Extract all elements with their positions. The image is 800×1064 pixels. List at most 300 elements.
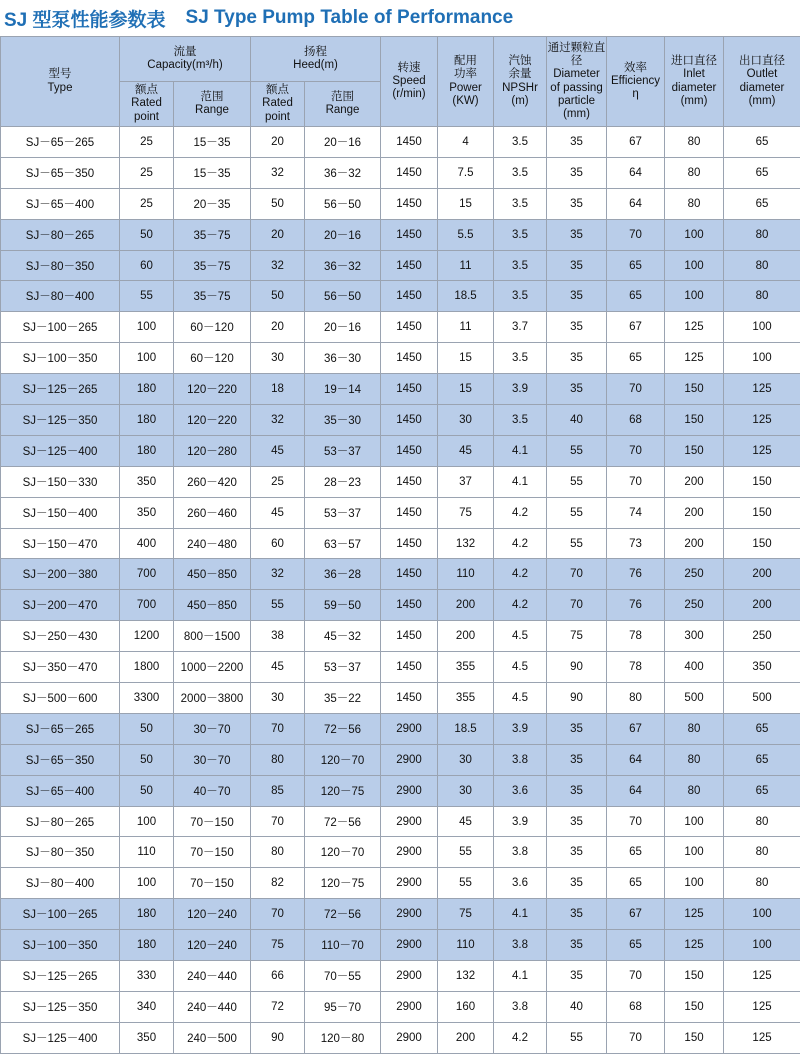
cell-cap-rated: 25 [120,157,174,188]
cell-power: 11 [438,250,494,281]
cell-eff: 65 [607,868,665,899]
cell-particle: 35 [547,374,607,405]
cell-outlet: 65 [724,744,800,775]
cell-eff: 64 [607,188,665,219]
cell-head-rated: 50 [251,281,305,312]
cell-head-range: 36－28 [305,559,381,590]
table-row [1,497,800,528]
cell-outlet: 80 [724,250,800,281]
cell-inlet: 80 [665,713,724,744]
cell-power: 4 [438,127,494,158]
cell-npsh: 4.5 [494,652,547,683]
cell-head-rated: 32 [251,559,305,590]
cell-cap-rated: 25 [120,188,174,219]
table-row [1,157,800,188]
cell-npsh: 4.2 [494,590,547,621]
cell-particle: 35 [547,127,607,158]
cell-speed: 1450 [381,466,438,497]
cell-type: SJ－125－400 [1,1022,120,1053]
cell-cap-rated: 50 [120,219,174,250]
cell-speed: 1450 [381,343,438,374]
table-row [1,991,800,1022]
cell-type: SJ－125－265 [1,961,120,992]
table-row [1,1022,800,1053]
cell-npsh: 3.5 [494,127,547,158]
cell-npsh: 4.1 [494,435,547,466]
cell-head-range: 35－22 [305,683,381,714]
cell-npsh: 3.5 [494,405,547,436]
cell-particle: 35 [547,219,607,250]
cell-eff: 70 [607,219,665,250]
cell-outlet: 80 [724,868,800,899]
header-head: 扬程 Heed(m) [251,37,381,82]
cell-head-range: 72－56 [305,713,381,744]
cell-eff: 64 [607,775,665,806]
cell-cap-rated: 1800 [120,652,174,683]
cell-head-range: 45－32 [305,621,381,652]
cell-type: SJ－100－350 [1,343,120,374]
cell-npsh: 3.5 [494,343,547,374]
cell-cap-range: 35－75 [174,281,251,312]
cell-npsh: 3.8 [494,930,547,961]
cell-outlet: 125 [724,405,800,436]
cell-inlet: 125 [665,312,724,343]
cell-outlet: 65 [724,127,800,158]
cell-power: 45 [438,435,494,466]
table-row [1,374,800,405]
cell-particle: 35 [547,899,607,930]
cell-head-rated: 32 [251,405,305,436]
cell-outlet: 100 [724,343,800,374]
cell-head-rated: 25 [251,466,305,497]
cell-head-rated: 20 [251,127,305,158]
cell-cap-rated: 350 [120,497,174,528]
cell-particle: 40 [547,991,607,1022]
cell-outlet: 100 [724,312,800,343]
cell-cap-rated: 50 [120,744,174,775]
cell-cap-range: 120－280 [174,435,251,466]
cell-cap-range: 120－240 [174,930,251,961]
cell-cap-rated: 700 [120,590,174,621]
cell-head-range: 20－16 [305,219,381,250]
cell-speed: 1450 [381,374,438,405]
cell-cap-range: 70－150 [174,806,251,837]
cell-power: 75 [438,899,494,930]
cell-cap-range: 450－850 [174,559,251,590]
cell-type: SJ－80－265 [1,219,120,250]
table-body [1,127,800,1054]
title-cn: SJ 型泵性能参数表 [4,9,166,31]
cell-eff: 70 [607,806,665,837]
cell-cap-rated: 1200 [120,621,174,652]
table-row [1,806,800,837]
cell-npsh: 4.1 [494,961,547,992]
cell-npsh: 3.5 [494,281,547,312]
cell-power: 200 [438,1022,494,1053]
cell-eff: 64 [607,744,665,775]
table-row [1,837,800,868]
cell-inlet: 150 [665,405,724,436]
header-efficiency: 效率 Efficiency η [607,37,665,127]
cell-outlet: 65 [724,713,800,744]
cell-head-rated: 75 [251,930,305,961]
cell-cap-range: 240－500 [174,1022,251,1053]
cell-speed: 2900 [381,713,438,744]
cell-speed: 1450 [381,157,438,188]
cell-speed: 1450 [381,559,438,590]
cell-head-range: 20－16 [305,312,381,343]
cell-type: SJ－125－265 [1,374,120,405]
cell-power: 200 [438,621,494,652]
cell-speed: 1450 [381,590,438,621]
cell-power: 200 [438,590,494,621]
cell-inlet: 100 [665,868,724,899]
cell-head-rated: 55 [251,590,305,621]
cell-outlet: 100 [724,899,800,930]
cell-head-rated: 50 [251,188,305,219]
cell-npsh: 4.5 [494,621,547,652]
cell-speed: 1450 [381,621,438,652]
cell-cap-range: 35－75 [174,219,251,250]
cell-eff: 68 [607,405,665,436]
cell-head-range: 120－80 [305,1022,381,1053]
cell-cap-rated: 180 [120,374,174,405]
cell-particle: 55 [547,1022,607,1053]
cell-outlet: 125 [724,1022,800,1053]
cell-speed: 1450 [381,219,438,250]
table-row [1,775,800,806]
cell-head-rated: 60 [251,528,305,559]
cell-eff: 73 [607,528,665,559]
cell-inlet: 150 [665,961,724,992]
cell-eff: 70 [607,466,665,497]
cell-head-rated: 32 [251,250,305,281]
cell-head-range: 70－55 [305,961,381,992]
cell-cap-range: 40－70 [174,775,251,806]
cell-outlet: 65 [724,157,800,188]
cell-power: 7.5 [438,157,494,188]
cell-npsh: 3.5 [494,250,547,281]
cell-outlet: 125 [724,374,800,405]
cell-power: 18.5 [438,713,494,744]
cell-head-range: 53－37 [305,497,381,528]
cell-inlet: 125 [665,343,724,374]
cell-power: 15 [438,343,494,374]
cell-outlet: 125 [724,961,800,992]
title-en: SJ Type Pump Table of Performance [185,7,514,28]
cell-cap-rated: 350 [120,466,174,497]
cell-cap-range: 30－70 [174,713,251,744]
table-row [1,961,800,992]
cell-type: SJ－65－350 [1,744,120,775]
cell-inlet: 150 [665,1022,724,1053]
cell-head-rated: 20 [251,219,305,250]
cell-eff: 70 [607,435,665,466]
cell-eff: 67 [607,312,665,343]
table-row [1,250,800,281]
cell-power: 75 [438,497,494,528]
cell-head-rated: 30 [251,343,305,374]
cell-power: 55 [438,837,494,868]
table-row [1,621,800,652]
cell-cap-range: 240－440 [174,991,251,1022]
cell-particle: 55 [547,497,607,528]
cell-cap-rated: 400 [120,528,174,559]
cell-cap-rated: 700 [120,559,174,590]
cell-type: SJ－200－380 [1,559,120,590]
cell-eff: 64 [607,157,665,188]
cell-power: 110 [438,930,494,961]
cell-head-rated: 70 [251,713,305,744]
header-model: 型号 Type [1,37,120,127]
cell-head-rated: 70 [251,806,305,837]
cell-cap-rated: 3300 [120,683,174,714]
cell-particle: 35 [547,961,607,992]
cell-head-range: 72－56 [305,899,381,930]
cell-cap-range: 15－35 [174,157,251,188]
cell-power: 132 [438,961,494,992]
cell-head-range: 35－30 [305,405,381,436]
table-row [1,219,800,250]
cell-inlet: 100 [665,250,724,281]
cell-head-range: 72－56 [305,806,381,837]
cell-particle: 90 [547,683,607,714]
cell-type: SJ－65－400 [1,775,120,806]
cell-particle: 35 [547,312,607,343]
cell-cap-range: 120－240 [174,899,251,930]
cell-npsh: 4.2 [494,559,547,590]
cell-eff: 68 [607,991,665,1022]
cell-outlet: 80 [724,219,800,250]
cell-cap-rated: 60 [120,250,174,281]
cell-power: 15 [438,188,494,219]
cell-type: SJ－250－430 [1,621,120,652]
cell-head-rated: 82 [251,868,305,899]
cell-head-rated: 38 [251,621,305,652]
cell-head-range: 56－50 [305,281,381,312]
cell-speed: 2900 [381,991,438,1022]
cell-npsh: 3.5 [494,157,547,188]
cell-npsh: 4.2 [494,1022,547,1053]
cell-power: 55 [438,868,494,899]
cell-outlet: 65 [724,775,800,806]
cell-inlet: 150 [665,991,724,1022]
cell-head-range: 36－32 [305,250,381,281]
cell-cap-range: 120－220 [174,374,251,405]
cell-eff: 78 [607,621,665,652]
cell-inlet: 100 [665,281,724,312]
cell-cap-range: 800－1500 [174,621,251,652]
cell-outlet: 200 [724,590,800,621]
cell-type: SJ－100－265 [1,899,120,930]
cell-eff: 70 [607,1022,665,1053]
cell-cap-range: 70－150 [174,837,251,868]
cell-speed: 1450 [381,497,438,528]
cell-type: SJ－80－265 [1,806,120,837]
cell-cap-range: 240－440 [174,961,251,992]
cell-eff: 74 [607,497,665,528]
cell-npsh: 3.6 [494,868,547,899]
cell-cap-range: 60－120 [174,343,251,374]
cell-cap-rated: 50 [120,713,174,744]
table-row [1,281,800,312]
cell-particle: 75 [547,621,607,652]
cell-inlet: 80 [665,188,724,219]
cell-particle: 35 [547,775,607,806]
table-row [1,868,800,899]
cell-head-rated: 20 [251,312,305,343]
table-row [1,713,800,744]
table-row [1,683,800,714]
cell-npsh: 3.6 [494,775,547,806]
table-row [1,188,800,219]
cell-npsh: 3.9 [494,374,547,405]
cell-head-rated: 18 [251,374,305,405]
cell-inlet: 150 [665,435,724,466]
table-row [1,405,800,436]
cell-outlet: 150 [724,497,800,528]
cell-type: SJ－500－600 [1,683,120,714]
header-head-rated: 额点 Rated point [251,82,305,127]
cell-head-range: 120－75 [305,868,381,899]
table-row [1,899,800,930]
cell-power: 15 [438,374,494,405]
header-capacity: 流量 Capacity(m³/h) [120,37,251,82]
cell-particle: 35 [547,806,607,837]
cell-eff: 70 [607,374,665,405]
cell-power: 355 [438,683,494,714]
cell-head-rated: 45 [251,435,305,466]
cell-outlet: 500 [724,683,800,714]
cell-inlet: 100 [665,219,724,250]
cell-cap-rated: 180 [120,435,174,466]
cell-particle: 55 [547,466,607,497]
cell-npsh: 3.8 [494,991,547,1022]
header-speed: 转速 Speed (r/min) [381,37,438,127]
cell-cap-rated: 180 [120,899,174,930]
cell-particle: 55 [547,528,607,559]
cell-cap-rated: 180 [120,930,174,961]
cell-head-range: 36－32 [305,157,381,188]
cell-speed: 2900 [381,868,438,899]
cell-cap-range: 20－35 [174,188,251,219]
cell-speed: 2900 [381,744,438,775]
cell-type: SJ－80－350 [1,250,120,281]
cell-inlet: 100 [665,806,724,837]
cell-cap-range: 60－120 [174,312,251,343]
cell-type: SJ－65－265 [1,127,120,158]
cell-npsh: 4.2 [494,528,547,559]
cell-head-rated: 80 [251,744,305,775]
cell-cap-range: 450－850 [174,590,251,621]
header-capacity-range: 范围 Range [174,82,251,127]
cell-power: 30 [438,744,494,775]
cell-cap-range: 260－460 [174,497,251,528]
cell-eff: 67 [607,127,665,158]
cell-speed: 2900 [381,1022,438,1053]
cell-type: SJ－65－265 [1,713,120,744]
cell-speed: 1450 [381,652,438,683]
cell-speed: 1450 [381,281,438,312]
table-row [1,466,800,497]
cell-head-rated: 45 [251,497,305,528]
cell-type: SJ－100－265 [1,312,120,343]
cell-particle: 35 [547,744,607,775]
cell-power: 30 [438,405,494,436]
cell-npsh: 4.1 [494,466,547,497]
cell-cap-range: 35－75 [174,250,251,281]
cell-particle: 55 [547,435,607,466]
cell-head-rated: 66 [251,961,305,992]
cell-cap-range: 30－70 [174,744,251,775]
cell-inlet: 80 [665,744,724,775]
cell-eff: 65 [607,930,665,961]
table-row [1,343,800,374]
cell-cap-range: 2000－3800 [174,683,251,714]
cell-npsh: 3.9 [494,713,547,744]
cell-speed: 2900 [381,775,438,806]
cell-head-rated: 30 [251,683,305,714]
cell-npsh: 3.5 [494,188,547,219]
cell-outlet: 350 [724,652,800,683]
cell-power: 355 [438,652,494,683]
cell-speed: 1450 [381,312,438,343]
table-row [1,590,800,621]
cell-inlet: 300 [665,621,724,652]
cell-inlet: 80 [665,157,724,188]
cell-power: 30 [438,775,494,806]
cell-inlet: 100 [665,837,724,868]
cell-head-rated: 70 [251,899,305,930]
cell-head-range: 120－75 [305,775,381,806]
cell-cap-rated: 50 [120,775,174,806]
cell-particle: 35 [547,837,607,868]
cell-particle: 35 [547,157,607,188]
cell-eff: 65 [607,250,665,281]
cell-inlet: 80 [665,127,724,158]
cell-npsh: 3.5 [494,219,547,250]
cell-npsh: 4.2 [494,497,547,528]
cell-particle: 35 [547,250,607,281]
header-npsh: 汽蚀 余量 NPSHr (m) [494,37,547,127]
header-capacity-rated: 额点 Rated point [120,82,174,127]
cell-outlet: 250 [724,621,800,652]
cell-type: SJ－125－400 [1,435,120,466]
table-row [1,312,800,343]
cell-particle: 90 [547,652,607,683]
cell-eff: 76 [607,590,665,621]
cell-inlet: 200 [665,466,724,497]
cell-type: SJ－80－400 [1,868,120,899]
cell-outlet: 80 [724,806,800,837]
cell-particle: 70 [547,559,607,590]
cell-head-range: 53－37 [305,435,381,466]
cell-type: SJ－150－400 [1,497,120,528]
cell-inlet: 400 [665,652,724,683]
cell-outlet: 80 [724,837,800,868]
cell-head-range: 120－70 [305,837,381,868]
cell-cap-rated: 100 [120,868,174,899]
cell-eff: 65 [607,343,665,374]
table-row [1,930,800,961]
cell-cap-range: 120－220 [174,405,251,436]
cell-speed: 2900 [381,930,438,961]
performance-table [0,36,800,1054]
page-title [0,0,800,36]
cell-outlet: 65 [724,188,800,219]
cell-power: 132 [438,528,494,559]
cell-type: SJ－65－400 [1,188,120,219]
